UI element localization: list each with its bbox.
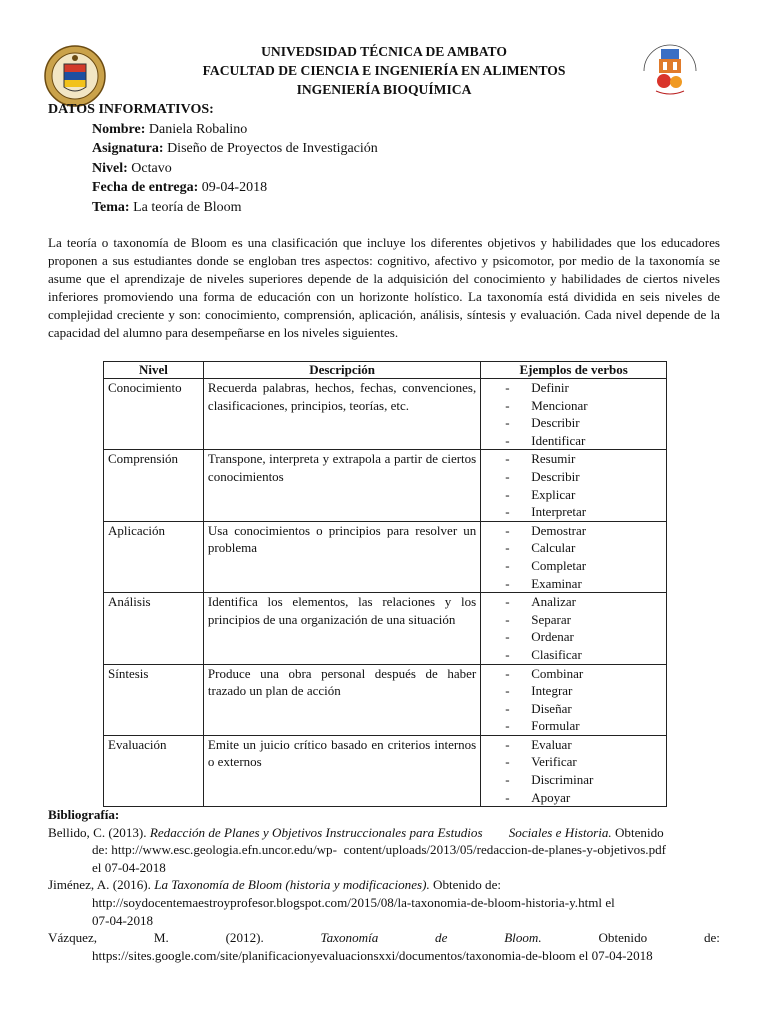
dash-bullet: - [505,646,510,662]
verb-text: Combinar [531,665,584,681]
dash-bullet: - [505,557,510,573]
ref1-author: Bellido, C. (2013). [48,824,150,840]
verb-item [485,432,662,450]
verb-text: Identificar [531,432,586,448]
reference-vazquez [48,929,720,964]
verb-text: Analizar [531,594,576,610]
dash-bullet: - [505,540,510,556]
verb-text: Apoyar [531,789,571,805]
verb-item [485,628,662,646]
verbos-cell [481,379,667,450]
verb-item [485,700,662,718]
faculty-name: FACULTAD DE CIENCIA E INGENIERÍA EN ALIMENTOS [202,63,566,78]
verb-text: Diseñar [531,700,572,716]
verb-text: Integrar [531,683,573,699]
verb-item [485,736,662,754]
verb-item [485,593,662,611]
dash-bullet: - [505,665,510,681]
verb-text: Ordenar [531,629,574,645]
dash-bullet: - [505,754,510,770]
descripcion-cell: Produce una obra personal después de haber trazado un plan de acción [203,664,480,735]
verb-item [485,557,662,575]
nivel-cell: Conocimiento [104,379,204,450]
descripcion-cell: Transpone, interpreta y extrapola a partir de ciertos conocimientos [203,450,480,521]
career-name: INGENIERÍA BIOQUÍMICA [296,82,472,97]
dash-bullet: - [505,789,510,805]
descripcion-cell: Emite un juicio crítico basado en criterios internos o externos [203,735,480,806]
ref1-url: de: http://www.esc.geologia.efn.uncor.edu/wp- content/uploads/2013/05/redaccion-de-planes-y-objetivos.pdf [92,842,667,858]
dash-bullet: - [505,718,510,734]
ref3-year: (2012). [225,930,264,946]
header-descripcion: Descripción [203,362,480,379]
table-row [104,664,667,735]
verb-item [485,503,662,521]
reference-bellido [48,824,720,877]
info-block [48,100,378,217]
verb-text: Clasificar [531,646,582,662]
table-row [104,593,667,664]
nivel-cell: Comprensión [104,450,204,521]
ref2-title: La Taxonomía de Bloom (historia y modificaciones). [154,877,430,893]
verb-text: Calcular [531,540,576,556]
verb-item [485,646,662,664]
ref3-author: Vázquez, [48,930,98,946]
verb-text: Mencionar [531,397,588,413]
fecha-value: 09-04-2018 [201,180,268,195]
verb-item [485,771,662,789]
ref3-url: https://sites.google.com/site/planificacionyevaluacionsxxi/documentos/taxonomia-de-bloom el 07-04-2018 [92,947,653,963]
verb-item [485,665,662,683]
dash-bullet: - [505,468,510,484]
verb-item [485,717,662,735]
nivel-cell: Análisis [104,593,204,664]
nivel-cell: Evaluación [104,735,204,806]
verb-item [485,522,662,540]
dash-bullet: - [505,415,510,431]
table-row [104,735,667,806]
reference-jimenez [48,876,720,929]
verb-item [485,468,662,486]
verb-text: Interpretar [531,504,587,520]
verbos-cell [481,593,667,664]
asignatura-value: Diseño de Proyectos de Investigación [167,141,378,156]
table-row [104,521,667,592]
verb-item [485,682,662,700]
verbos-cell [481,735,667,806]
table-header-row [104,362,667,379]
ref3-title-2: de [435,930,448,946]
table-row [104,450,667,521]
university-name: UNIVEDSIDAD TÉCNICA DE AMBATO [261,44,507,59]
verb-text: Verificar [531,754,577,770]
ref3-obtenido: Obtenido [598,930,648,946]
verb-item [485,450,662,468]
dash-bullet: - [505,432,510,448]
dash-bullet: - [505,504,510,520]
dash-bullet: - [505,486,510,502]
verb-item [485,486,662,504]
info-nombre [92,120,378,140]
info-nivel [92,159,378,179]
ref1-title: Redacción de Planes y Objetivos Instruccionales para Estudios Sociales e Historia. [149,824,612,840]
dash-bullet: - [505,522,510,538]
ref2-obtenido: Obtenido de: [429,877,502,893]
verbos-cell [481,450,667,521]
verbos-cell [481,521,667,592]
dash-bullet: - [505,594,510,610]
verb-text: Examinar [531,575,582,591]
verb-text: Describir [531,468,580,484]
nombre-value: Daniela Robalino [148,121,248,137]
ref2-url: http://soydocentemaestroyprofesor.blogspot.com/2015/08/la-taxonomia-de-bloom-historia-y.html el [92,894,615,910]
info-tema [92,198,378,218]
verb-text: Separar [531,611,571,627]
dash-bullet: - [505,575,510,591]
bibliography [48,806,720,964]
dash-bullet: - [505,629,510,645]
ref3-initial: M. [153,930,169,946]
nivel-cell: Aplicación [104,521,204,592]
verb-text: Definir [531,380,569,395]
verb-text: Resumir [531,451,576,467]
dash-bullet: - [505,451,510,467]
dash-bullet: - [505,380,510,395]
bloom-taxonomy-table [103,361,667,807]
verb-item [485,575,662,593]
document-header [0,42,768,99]
nivel-value: Octavo [131,160,172,176]
dash-bullet: - [505,736,510,752]
ref3-first-line [48,929,720,947]
ref3-title-1: Taxonomía [320,930,379,946]
ref3-title-3: Bloom. [504,930,542,946]
verb-text: Formular [531,718,580,734]
verb-item [485,753,662,771]
header-verbos: Ejemplos de verbos [481,362,667,379]
verb-text: Demostrar [531,522,587,538]
header-nivel: Nivel [104,362,204,379]
dash-bullet: - [505,700,510,716]
ref1-obtenido: Obtenido [611,824,664,840]
verb-item [485,789,662,807]
descripcion-cell: Identifica los elementos, las relaciones y los principios de una organización de una situación [203,593,480,664]
verb-item [485,414,662,432]
dash-bullet: - [505,397,510,413]
asignatura-label: Asignatura: [92,141,164,156]
tema-label: Tema: [92,199,130,215]
bibliography-title: Bibliografía: [48,807,120,822]
ref2-date: 07-04-2018 [92,912,154,928]
tema-value: La teoría de Bloom [133,199,242,215]
dash-bullet: - [505,683,510,699]
verb-item [485,611,662,629]
intro-paragraph: La teoría o taxonomía de Bloom es una clasificación que incluye los diferentes objetivos y habilidades que los educadores proponen a sus estudiantes donde se engloban tres aspectos: cognitivo, afectivo y psicomotor, por medio de la taxonomía se asume que el aprendizaje de niveles superiores depende de la adquisición del conocimiento y habilidades de ciertos niveles inferiores promoviendo una forma de educación con un horizonte holístico. La taxonomía está dividida en seis niveles de complejidad creciente y son: conocimiento, comprensión, aplicación, análisis, síntesis y evaluación. Cada nivel depende de la capacidad del alumno para desempeñarse en los niveles siguientes. [48,235,720,341]
dash-bullet: - [505,772,510,788]
verb-text: Evaluar [531,736,572,752]
dash-bullet: - [505,611,510,627]
info-title: DATOS INFORMATIVOS: [48,102,214,117]
verb-text: Completar [531,557,587,573]
nivel-cell: Síntesis [104,664,204,735]
verbos-cell [481,664,667,735]
verb-text: Discriminar [531,772,594,788]
nombre-label: Nombre: [92,121,146,137]
ref1-date: el 07-04-2018 [92,859,166,875]
verb-text: Explicar [531,486,576,502]
ref2-author: Jiménez, A. (2016). [48,877,155,893]
ref3-de: de: [703,930,720,946]
verb-item [485,539,662,557]
info-fecha [92,178,378,198]
descripcion-cell: Usa conocimientos o principios para resolver un problema [203,521,480,592]
descripcion-cell: Recuerda palabras, hechos, fechas, convenciones, clasificaciones, principios, teorías, etc. [203,379,480,450]
verb-text: Describir [531,415,580,431]
table-row [104,379,667,450]
fecha-label: Fecha de entrega: [92,180,199,195]
nivel-label: Nivel: [92,160,128,176]
verb-item [485,397,662,415]
verb-item [485,379,662,397]
info-asignatura [92,139,378,159]
